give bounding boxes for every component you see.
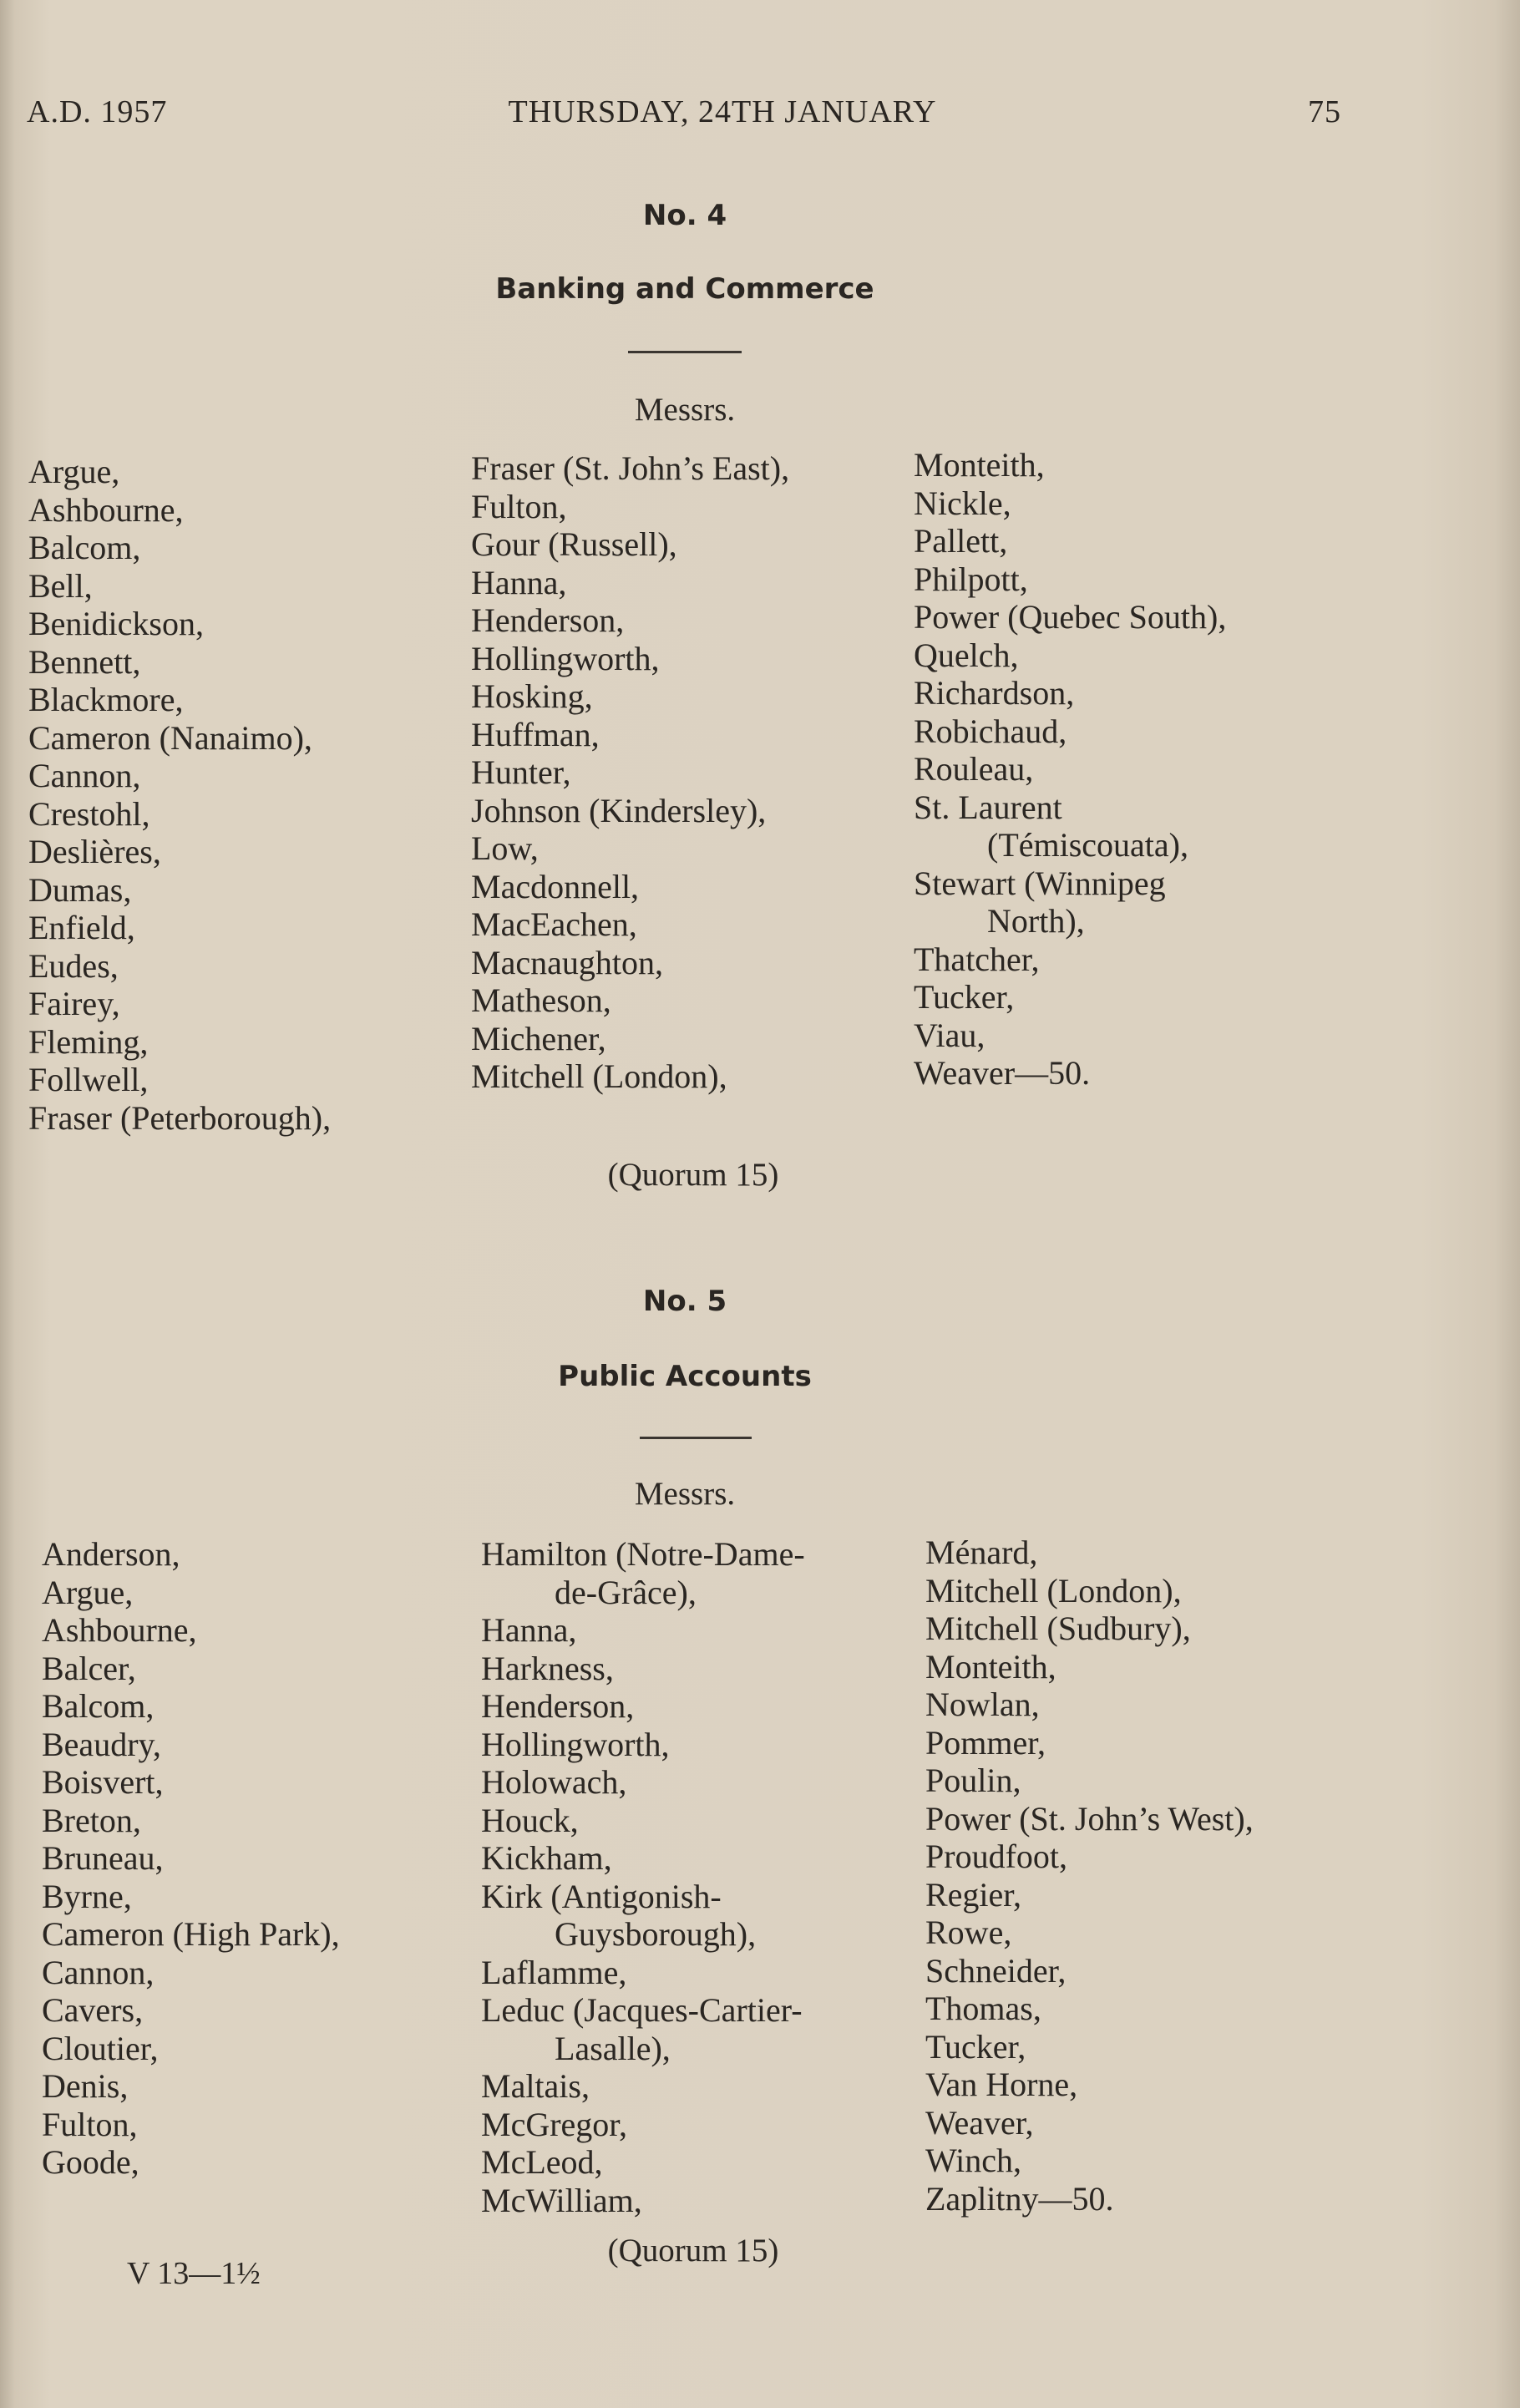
member-name: Hanna, xyxy=(481,1611,577,1649)
printer-signature: V 13—1½ xyxy=(127,2256,261,2291)
member-name: Hosking, xyxy=(471,677,593,715)
member-column-1 xyxy=(42,1535,340,2182)
member-name: Kickham, xyxy=(481,1839,612,1877)
member-name: Fleming, xyxy=(28,1022,149,1061)
member-name: Argue, xyxy=(28,453,120,490)
member-name: Goode, xyxy=(42,2143,139,2181)
member-name-continued: (Témiscouata), xyxy=(987,826,1188,864)
member-name: Poulin, xyxy=(925,1762,1021,1799)
member-name: Cameron (Nanaimo), xyxy=(28,718,312,757)
member-name: Schneider, xyxy=(925,1951,1067,1990)
member-name: Proudfoot, xyxy=(925,1838,1067,1875)
messrs-label: Messrs. xyxy=(634,1476,736,1512)
member-name: Philpott, xyxy=(914,560,1028,598)
member-name: Macdonnell, xyxy=(471,867,640,905)
member-name: Richardson, xyxy=(914,674,1075,712)
member-name: Bennett, xyxy=(28,642,141,681)
member-name: Michener, xyxy=(471,1019,606,1057)
member-name: Henderson, xyxy=(471,601,625,639)
member-name: Nickle, xyxy=(914,484,1011,522)
section-divider xyxy=(628,351,742,353)
member-name-continued: Guysborough), xyxy=(555,1915,757,1953)
member-name: Leduc (Jacques-Cartier- xyxy=(481,1991,803,2029)
committee-number: No. 5 xyxy=(642,1285,727,1318)
member-name: Fraser (St. John’s East), xyxy=(471,449,790,487)
member-name: MacEachen, xyxy=(471,905,637,943)
member-name: Blackmore, xyxy=(28,681,184,718)
section-divider xyxy=(640,1437,752,1439)
member-name: Fulton, xyxy=(42,2105,138,2143)
messrs-label: Messrs. xyxy=(634,392,736,428)
member-name: Pommer, xyxy=(925,1723,1046,1762)
member-name: Cannon, xyxy=(28,757,141,794)
member-name: Monteith, xyxy=(914,446,1045,484)
header-date: THURSDAY, 24TH JANUARY xyxy=(508,94,937,129)
member-name: Hanna, xyxy=(471,563,567,601)
member-name: Mitchell (Sudbury), xyxy=(925,1610,1191,1647)
member-name: Benidickson, xyxy=(28,605,204,642)
member-name: Ménard, xyxy=(925,1534,1038,1571)
member-name: McLeod, xyxy=(481,2143,603,2181)
member-name: Dumas, xyxy=(28,870,132,909)
member-name: Power (St. John’s West), xyxy=(925,1799,1254,1838)
member-name: Crestohl, xyxy=(28,794,150,833)
member-name: Rowe, xyxy=(925,1914,1012,1951)
quorum-note: (Quorum 15) xyxy=(607,2233,779,2269)
member-name: Deslières, xyxy=(28,833,161,870)
member-name: Rouleau, xyxy=(914,750,1034,788)
member-name: Bruneau, xyxy=(42,1839,164,1877)
member-name: Mitchell (London), xyxy=(925,1571,1182,1610)
member-name: Holowach, xyxy=(481,1763,627,1801)
member-name: Boisvert, xyxy=(42,1763,164,1801)
member-name: Maltais, xyxy=(481,2067,590,2105)
committee-title: Banking and Commerce xyxy=(495,272,874,306)
member-name: McWilliam, xyxy=(481,2181,642,2219)
member-name: Pallett, xyxy=(914,522,1008,560)
member-name: Houck, xyxy=(481,1801,579,1839)
member-name: Hamilton (Notre-Dame- xyxy=(481,1535,805,1573)
member-name: Anderson, xyxy=(42,1535,180,1573)
member-name-continued: Lasalle), xyxy=(555,2029,671,2067)
member-name-continued: de-Grâce), xyxy=(555,1573,697,1611)
member-name: Follwell, xyxy=(28,1061,149,1098)
member-name: Laflamme, xyxy=(481,1953,627,1991)
member-name: Argue, xyxy=(42,1573,134,1611)
member-name: Low, xyxy=(471,829,539,867)
member-name: Zaplitny—50. xyxy=(925,2179,1114,2218)
member-column-1 xyxy=(28,453,331,1137)
member-name: Johnson (Kindersley), xyxy=(471,791,767,829)
member-name: Viau, xyxy=(914,1016,985,1054)
member-name: Hunter, xyxy=(471,753,571,791)
member-name: Thomas, xyxy=(925,1990,1041,2027)
member-name: Robichaud, xyxy=(914,712,1067,750)
member-name-continued: North), xyxy=(987,902,1085,940)
member-name: Denis, xyxy=(42,2067,129,2105)
member-name: Byrne, xyxy=(42,1877,132,1915)
member-name: Hollingworth, xyxy=(471,639,660,677)
member-name: Balcer, xyxy=(42,1649,136,1687)
quorum-note: (Quorum 15) xyxy=(607,1157,779,1193)
member-name: Tucker, xyxy=(914,978,1015,1016)
page-number: 75 xyxy=(1308,94,1341,129)
member-name: Harkness, xyxy=(481,1649,614,1687)
member-name: Matheson, xyxy=(471,981,611,1019)
member-name: Cavers, xyxy=(42,1991,144,2029)
member-name: Balcom, xyxy=(42,1687,155,1725)
member-name: McGregor, xyxy=(481,2105,627,2143)
member-name: Breton, xyxy=(42,1801,141,1839)
member-name: Bell, xyxy=(28,566,93,605)
committee-number: No. 4 xyxy=(642,199,727,232)
member-name: Fulton, xyxy=(471,487,567,525)
member-name: Mitchell (London), xyxy=(471,1057,727,1095)
member-name: Monteith, xyxy=(925,1647,1056,1686)
member-name: Huffman, xyxy=(471,715,600,753)
member-name: Balcom, xyxy=(28,529,141,566)
member-name: Eudes, xyxy=(28,946,119,985)
member-name: Van Horne, xyxy=(925,2066,1078,2103)
member-name: Power (Quebec South), xyxy=(914,598,1227,636)
member-name: Weaver, xyxy=(925,2103,1034,2142)
member-name: Weaver—50. xyxy=(914,1054,1091,1092)
member-name: Fraser (Peterborough), xyxy=(28,1098,332,1137)
member-name: Stewart (Winnipeg xyxy=(914,864,1166,902)
member-column-3 xyxy=(914,446,1226,1092)
member-column-2 xyxy=(471,449,789,1096)
member-name: Cloutier, xyxy=(42,2029,159,2067)
member-name: St. Laurent xyxy=(914,788,1062,826)
member-name: Hollingworth, xyxy=(481,1725,670,1763)
member-name: Regier, xyxy=(925,1875,1022,1914)
member-name: Quelch, xyxy=(914,636,1019,674)
committee-title: Public Accounts xyxy=(558,1360,812,1393)
running-head xyxy=(0,94,1520,135)
member-name: Cannon, xyxy=(42,1953,155,1991)
member-name: Kirk (Antigonish- xyxy=(481,1877,722,1915)
header-year: A.D. 1957 xyxy=(27,94,168,129)
member-name: Macnaughton, xyxy=(471,943,663,981)
member-name: Gour (Russell), xyxy=(471,525,677,563)
member-name: Tucker, xyxy=(925,2027,1026,2066)
member-name: Henderson, xyxy=(481,1687,635,1725)
member-name: Ashbourne, xyxy=(28,490,184,529)
member-name: Thatcher, xyxy=(914,940,1040,978)
member-name: Beaudry, xyxy=(42,1725,161,1763)
member-name: Nowlan, xyxy=(925,1686,1040,1723)
member-column-3 xyxy=(925,1534,1254,2218)
member-name: Enfield, xyxy=(28,909,135,946)
member-column-2 xyxy=(481,1535,805,2219)
member-name: Cameron (High Park), xyxy=(42,1915,340,1953)
member-name: Fairey, xyxy=(28,985,120,1022)
member-name: Ashbourne, xyxy=(42,1611,197,1649)
member-name: Winch, xyxy=(925,2142,1022,2179)
